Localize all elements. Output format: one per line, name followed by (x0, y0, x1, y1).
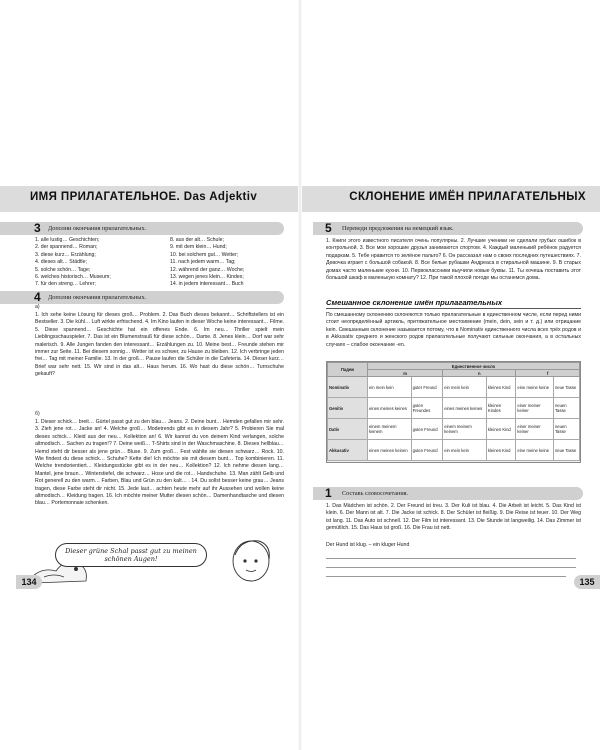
table-cell: ein mein kein (368, 377, 412, 398)
list-item: 10. bei solchem gut… Wetter; (170, 251, 239, 258)
table-cell: eine meine keine (516, 440, 554, 461)
list-item: 8. aus der alt… Schule; (170, 237, 224, 243)
left-page-header: ИМЯ ПРИЛАГАТЕЛЬНОЕ. Das Adjektiv (30, 191, 258, 203)
table-cell: neuen Tasse (553, 419, 579, 440)
list-item: 5. solche schön… Tage; (35, 266, 91, 273)
exercise-4b-label: б) (35, 411, 40, 417)
page-gutter (298, 0, 302, 750)
list-item: 6. welches historisch… Museum; (35, 274, 111, 281)
table-cell: ein mein kein (443, 377, 487, 398)
right-page-number: 135 (574, 575, 600, 589)
exercise-4a-text: 1. Ich sehe keine Lösung für dieses groß… Problem. 2. Das Buch dieses bekannt… Schriftstellers ist ein Bestseller. 3. Die kühl… Luft wirkte erfrischend. 4. Im Kino laufen in dieser Woche keine interessant… Filme. 5. Diese spannend… Geschichte hat ein offenes Ende. 6. Im neu… Thriller spielt mein Lieblingsschauspieler. 7. Das ist ein Blumenstrauß für diese schön… Dame. 8. Jenes klein… Dorf war sehr malerisch. 9. Alle Jungen fanden den interessant… Erzählungen zu. 10. Meine best… Freunde stehen mir immer zur Seite. 11. Bei diesem sonnig… Wetter ist es schwer, zu Hause zu bleiben. 12. Ich verbringe jeden frei… Tag mit meiner Familie. 13. In der groß… Pause laufen die Schüler in die Cafeteria. 14. Dieser kurz… Brief war sehr nett. 15. Wir sind in das alt… Haus herum. 16. Wo hast du diese schön… Turnschuhe gekauft? (35, 312, 284, 378)
table-cell: neuen Tasse (553, 398, 579, 419)
table-cell-case: Akkusativ (328, 440, 368, 461)
table-cell: guten Freundes (411, 398, 443, 419)
exercise-5-text: 1. Книги этого известного писателя очень популярны. 2. Лучшие ученики не сделали грубых ошибок в контрольной. 3. Все мои хорошие друзья занимаются спортом. 4. Каждый маленький ребёнок радуется подаркам. 5. Тебе нравится то зелёное пальто? 6. Он рассказал нам о своих последних путешествиях. 7. Девочка играет с большой собакой. 8. Все белые рубашки Андреаса в стиральной машине. 9. В старых домах часто маленькие кухни. 10. Первоклассники выучили новые буквы. 11. Ты хочешь поставить этот большой шкаф в маленькую комнату? 12. При такой плохой погоде мы останемся дома. (326, 238, 581, 282)
exercise-3-column-2 (170, 237, 284, 289)
table-cell-case: Dativ (328, 419, 368, 440)
list-item: 1. alle lustig… Geschichten; (35, 237, 100, 243)
table-cell: einer meiner keiner (516, 398, 554, 419)
table-cell: ein mein kein (443, 440, 487, 461)
exercise-5-number: 5 (325, 221, 332, 235)
table-cell-case: Genitiv (328, 398, 368, 419)
list-item: 9. mit dem klein… Hund; (170, 244, 227, 251)
heading-divider (326, 308, 581, 309)
table-header-number: Единственное число (368, 363, 580, 370)
table-cell: einem meinem keinem (443, 419, 487, 440)
mixed-declension-text: По смешанному склонению склоняются только прилагательные в единственном числе, если перед ними стоит неопределённый артикль, притяжательное местоимение (mein, dein, sein и т. д.) или отрицание kein. Смешанным склонение называется потому, что в Nominativ единственного числа всех трёх родов и в Akkusativ среднего и женского родов прилагательные получают сильные окончания, а в остальных случаях – слабое окончание -en. (326, 312, 581, 348)
exercise-3-title: Дополни окончания прилагательных. (48, 225, 147, 232)
table-row (328, 377, 580, 398)
declension-table (326, 361, 581, 463)
list-item: 4. dieses alt… Städtle; (35, 259, 87, 266)
table-cell: einem meinem keinem (368, 419, 412, 440)
exercise-4-title: Дополни окончания прилагательных. (48, 294, 147, 301)
table-row (328, 440, 580, 461)
list-item: 3. diese kurz… Erzählung; (35, 251, 96, 258)
table-row (328, 419, 580, 440)
table-cell: eine meine keine (516, 377, 554, 398)
table-header-gender: f (516, 370, 580, 377)
table-header-gender: m (368, 370, 443, 377)
list-item: 2. der spannend… Roman; (35, 244, 98, 251)
list-item: 11. nach jedem warm… Tag; (170, 259, 236, 266)
exercise-1-title: Составь словосочетания. (342, 490, 409, 497)
table-cell: neue Tasse (553, 440, 579, 461)
table-cell: neue Tasse (553, 377, 579, 398)
table-cell: einen meinen keinen (368, 440, 412, 461)
table-cell: eines meines keines (443, 398, 487, 419)
table-cell: eines meines keines (368, 398, 412, 419)
table-header-gender: n (443, 370, 516, 377)
left-page-number: 134 (16, 575, 42, 589)
answer-line (326, 561, 576, 568)
list-item: 12. während der ganz… Woche; (170, 266, 245, 273)
list-item: 7. für den streng… Lehrer; (35, 281, 96, 288)
table-header-case: Падеж (328, 363, 368, 377)
table-cell: kleines Kind (486, 440, 515, 461)
table-cell: kleinen Kind (486, 419, 515, 440)
list-item: 14. in jedem interessant… Buch (170, 281, 244, 288)
answer-line (326, 570, 566, 577)
table-cell: guten Freund (411, 440, 443, 461)
exercise-1-text: 1. Das Mädchen ist schön. 2. Der Freund ist treu. 3. Der Kuli ist blau. 4. Die Arbeit ist leicht. 5. Das Kind ist klein. 6. Der Mann ist alt. 7. Die Jacke ist schick. 8. Der Schüler ist fleißig. 9. Die Reise ist teuer. 10. Der Weg ist lang. 11. Das Auto ist schnell. 12. Der Film ist interessant. 13. Die Stunde ist langweilig. 14. Das Zimmer ist gemütlich. 15. Das Haus ist groß. 16. Die Frau ist nett. (326, 503, 581, 532)
exercise-3-column-1 (35, 237, 165, 289)
answer-line (326, 552, 576, 559)
table-cell: guten Freund (411, 419, 443, 440)
table-cell: guter Freund (411, 377, 443, 398)
mixed-declension-heading: Смешанное склонение имён прилагательных (326, 298, 503, 307)
exercise-5-title: Переведи предложения на немецкий язык. (342, 225, 454, 232)
table-cell: einer meiner keiner (516, 419, 554, 440)
exercise-4-number: 4 (34, 290, 41, 304)
exercise-4a-label: a) (35, 304, 40, 310)
exercise-4b-text: 1. Dieser schick… breit… Gürtel passt gut zu den blau… Jeans. 2. Deine bunt… Hemden gefallen mir sehr. 3. Zieh jene rot… Jacke an! 4. Welche groß… Modetrends gibt es in diesem Jahr? 5. Probieren Sie mal dieses schick… Kleid aus der neu… Kollektion an! 6. Wir kannst du von deinem Kind verlangen, solche altmodisch… Sachen zu tragen!? 7. Deine weiß… T-Shirts sind in der Waschmaschine. 8. Dieses hellblau… Hemd steht dir besser als jene grün… Bluse. 9. Zum groß… Fest wählte sie diesen schwarz… Rock. 10. Wie findest du diese schick… Schuhe? Kette die! Ich möchte sie mit diesem bunt… Top kombinieren. 11. Welche trendorientiert… Kleidungsstücke gibt es in der neu… Kollektion? 12. Ich nehme diesen lang… Mantel, jene braun… Winterstiefel, die schwarz… Hose und die rot… Handschuhe. 13. Man zählt Gelb und Rot generell zu den warm… Farben, Blau und Grün zu den kalt… . 14. Du sollst besser keine grau… Jeans tragen, diese Farbe steht dir nicht. 15. Jede laut… achten heute mehr auf ihr Aussehen und wollen keine altmodisch… Kleidung tragen. 16. Ich möchte meiner Mutter diesen schön… Damenhandtasche und diesen blau… Portemonnaie schenken. (35, 419, 284, 507)
right-page-header: СКЛОНЕНИЕ ИМЁН ПРИЛАГАТЕЛЬНЫХ (349, 191, 586, 203)
table-cell-case: Nominativ (328, 377, 368, 398)
exercise-1-example: Der Hund ist klug. – ein kluger Hund (326, 542, 410, 548)
list-item: 13. wegen jenes klein… Kindes; (170, 274, 244, 281)
girl-cartoon-illustration (225, 535, 277, 583)
table-cell: kleines Kind (486, 377, 515, 398)
speech-bubble: Dieser grüne Schal passt gut zu meinen schönen Augen! (55, 543, 207, 567)
table-row (328, 398, 580, 419)
exercise-3-number: 3 (34, 221, 41, 235)
exercise-1-number: 1 (325, 486, 332, 500)
table-cell: kleinen Kindes (486, 398, 515, 419)
